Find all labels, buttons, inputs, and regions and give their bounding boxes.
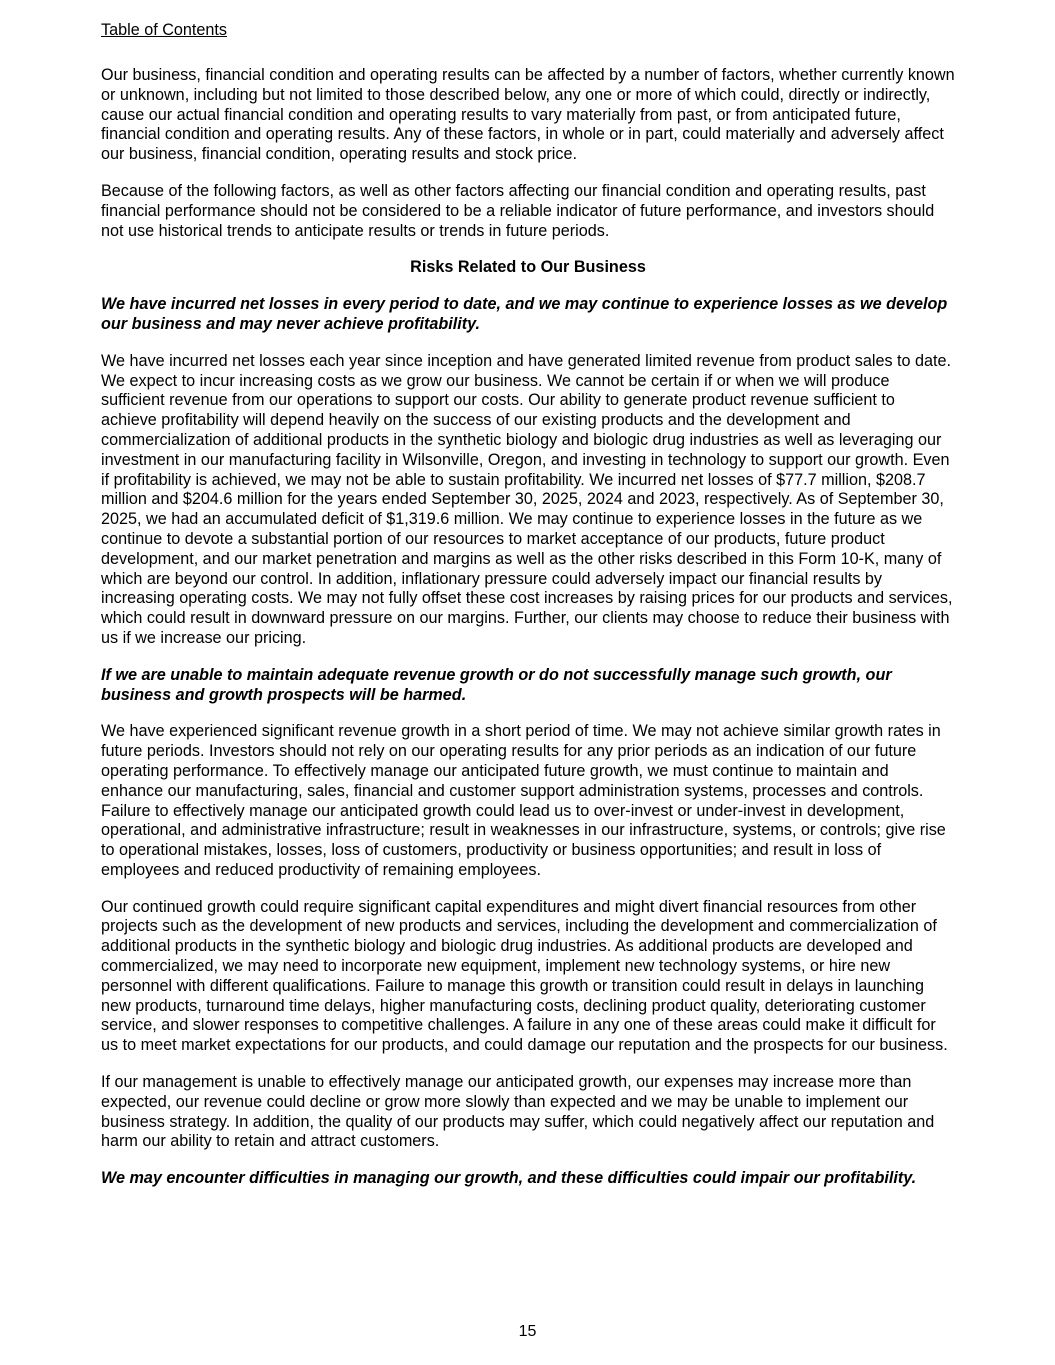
risk-heading-2: If we are unable to maintain adequate revenue growth or do not successfully manage such growth, our business and growth prospects will be harmed.: [101, 665, 892, 704]
risk-2-paragraph-2: Our continued growth could require significant capital expenditures and might divert financial resources from other projects such as the development of new products and services, including the development and commercialization of additional products in the synthetic biology and biologic drug industries. As additional products are developed and commercialized, we may need to incorporate new equipment, implement new technology systems, or hire new personnel with different qualifications. Failure to manage this growth or transition could result in delays in launching new products, turnaround time delays, higher manufacturing costs, declining product quality, deteriorating customer service, and slower responses to competitive challenges. A failure in any one of these areas could make it difficult for us to meet market expectations for our products, and could damage our reputation and the prospects for our business.: [101, 897, 948, 1055]
risk-heading-1: We have incurred net losses in every period to date, and we may continue to experience losses as we develop our business and may never achieve profitability.: [101, 295, 948, 333]
risk-heading-3: We may encounter difficulties in managing our growth, and these difficulties could impair our profitability.: [101, 1169, 917, 1188]
risk-1-paragraph-1: We have incurred net losses each year since inception and have generated limited revenue from product sales to date. We expect to incur increasing costs as we grow our business. We cannot be certain if or when we will produce sufficient revenue from our operations to support our costs. Our ability to generate product revenue sufficient to achieve profitability will depend heavily on the success of our existing products and the development and commercialization of additional products in the synthetic biology and biologic drug industries as well as leveraging our investment in our manufacturing facility in Wilsonville, Oregon, and investing in technology to support our growth. Even if profitability is achieved, we may not be able to sustain profitability. We incurred net losses of $77.7 million, $208.7 million and $204.6 million for the years ended September 30, 2025, 2024 and 2023, respectively. As of September 30, 2025, we had an accumulated deficit of $1,319.6 million. We may continue to experience losses in the future as we continue to devote a substantial portion of our resources to market acceptance of our products, future product development, and our market penetration and margins as well as the other risks described in this Form 10-K, many of which are beyond our control. In addition, inflationary pressure could adversely impact our financial results by increasing operating costs. We may not fully offset these cost increases by raising prices for our products and services, which could result in downward pressure on our margins. Further, our clients may choose to reduce their business with us if we increase our pricing.: [101, 351, 953, 647]
intro-paragraph-2: Because of the following factors, as well as other factors affecting our financial condition and operating results, past financial performance should not be considered to be a reliable indicator of future performance, and investors should not use historical trends to anticipate results or trends in future periods.: [101, 181, 935, 240]
page-number: 15: [518, 1323, 537, 1340]
risk-2-paragraph-3: If our management is unable to effectively manage our anticipated growth, our expenses may increase more than expected, our revenue could decline or grow more slowly than expected and we may be unable to implement our business strategy. In addition, the quality of our products may suffer, which could negatively affect our reputation and harm our ability to retain and attract customers.: [101, 1073, 935, 1151]
risk-2-paragraph-1: We have experienced significant revenue growth in a short period of time. We may not achieve similar growth rates in future periods. Investors should not rely on our operating results for any prior periods as an indication of our future operating performance. To effectively manage our anticipated future growth, we must continue to maintain and enhance our manufacturing, sales, financial and customer support administration systems, processes and controls. Failure to effectively manage our anticipated growth could lead us to over-invest or under-invest in development, operational, and administrative infrastructure; result in weaknesses in our infrastructure, systems, or controls; give rise to operational mistakes, losses, loss of customers, productivity or business opportunities; and result in loss of employees and reduced productivity of remaining employees.: [101, 722, 946, 879]
intro-paragraph-1: Our business, financial condition and operating results can be affected by a number of factors, whether currently known or unknown, including but not limited to those described below, any one or more of which could, directly or indirectly, cause our actual financial condition and operating results to vary materially from past, or from anticipated future, financial condition and operating results. Any of these factors, in whole or in part, could materially and adversely affect our business, financial condition, operating results and stock price.: [101, 66, 955, 164]
document-page: [101, 20, 955, 1189]
table-of-contents-link[interactable]: Table of Contents: [101, 21, 227, 39]
section-heading: Risks Related to Our Business: [410, 258, 646, 277]
